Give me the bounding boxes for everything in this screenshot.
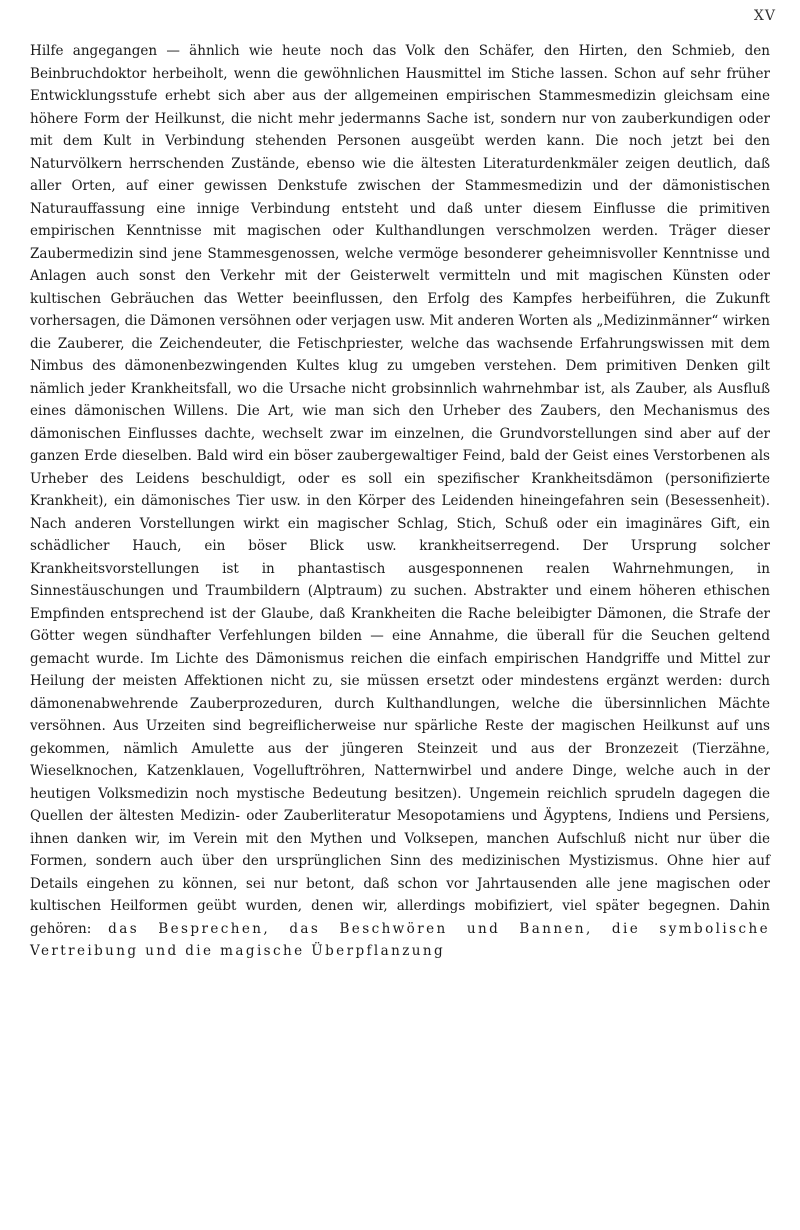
paragraph: [30, 40, 770, 963]
spaced-emphasis-text: das Besprechen, das Beschwören und Bannen, die symbolische Vertreibung und die magische Überpflanzung: [30, 920, 770, 959]
body-text: [30, 40, 770, 963]
paragraph-text: Hilfe angegangen — ähnlich wie heute noch das Volk den Schäfer, den Hirten, den Schmieb, den Beinbruchdoktor herbeiholt, wenn die gewöhnlichen Hausmittel im Stiche lassen. Schon auf sehr früher Entwicklungsstufe erhebt sich aber aus der allgemeinen empirischen Stammesmedizin gleichsam eine höhere Form der Heilkunst, die nicht mehr jedermanns Sache ist, sondern nur von zauberkundigen oder mit dem Kult in Verbindung stehenden Personen ausgeübt werden kann. Die noch jetzt bei den Naturvölkern herrschenden Zustände, ebenso wie die ältesten Literaturdenkmäler zeigen deutlich, daß aller Orten, auf einer gewissen Denkstufe zwischen der Stammesmedizin und der dämonistischen Naturauffassung eine innige Verbindung entsteht und daß unter diesem Einflusse die primitiven empirischen Kenntnisse mit magischen oder Kulthandlungen verschmolzen werden. Träger dieser Zaubermedizin sind jene Stammesgenossen, welche vermöge besonderer geheimnisvoller Kenntnisse und Anlagen auch sonst den Verkehr mit der Geisterwelt vermitteln und mit magischen Künsten oder kultischen Gebräuchen das Wetter beeinflussen, den Erfolg des Kampfes herbeiführen, die Zukunft vorhersagen, die Dämonen versöhnen oder verjagen usw. Mit anderen Worten als „Medizinmänner“ wirken die Zauberer, die Zeichendeuter, die Fetischpriester, welche das wachsende Erfahrungswissen mit dem Nimbus des dämonenbezwingenden Kultes klug zu umgeben verstehen. Dem primitiven Denken gilt nämlich jeder Krankheitsfall, wo die Ursache nicht grobsinnlich wahrnehmbar ist, als Zauber, als Ausfluß eines dämonischen Willens. Die Art, wie man sich den Urheber des Zaubers, den Mechanismus des dämonischen Einflusses dachte, wechselt zwar im einzelnen, die Grundvorstellungen sind aber auf der ganzen Erde dieselben. Bald wird ein böser zaubergewaltiger Feind, bald der Geist eines Verstorbenen als Urheber des Leidens beschuldigt, oder es soll ein spezifischer Krankheitsdämon (personifizierte Krankheit), ein dämonisches Tier usw. in den Körper des Leidenden hineingefahren sein (Besessenheit). Nach anderen Vorstellungen wirkt ein magischer Schlag, Stich, Schuß oder ein imaginäres Gift, ein schädlicher Hauch, ein böser Blick usw. krankheitserregend. Der Ursprung solcher Krankheitsvorstellungen ist in phantastisch ausgesponnenen realen Wahrnehmungen, in Sinnestäuschungen und Traumbildern (Alptraum) zu suchen. Abstrakter und einem höheren ethischen Empfinden entsprechend ist der Glaube, daß Krankheiten die Rache beleibigter Dämonen, die Strafe der Götter wegen sündhafter Verfehlungen bilden — eine Annahme, die überall für die Seuchen geltend gemacht wurde. Im Lichte des Dämonismus reichen die einfach empirischen Handgriffe und Mittel zur Heilung der meisten Affektionen nicht zu, sie müssen ersetzt oder mindestens ergänzt werden: durch dämonenabwehrende Zauberprozeduren, durch Kulthandlungen, welche die übersinnlichen Mächte versöhnen. Aus Urzeiten sind begreiflicherweise nur spärliche Reste der magischen Heilkunst auf uns gekommen, nämlich Amulette aus der jüngeren Steinzeit und aus der Bronzezeit (Tierzähne, Wieselknochen, Katzenklauen, Vogelluftröhren, Natternwirbel und andere Dinge, welche auch in der heutigen Volksmedizin noch mystische Bedeutung besitzen). Ungemein reichlich sprudeln dagegen die Quellen der ältesten Medizin- oder Zauberliteratur Mesopotamiens und Ägyptens, Indiens und Persiens, ihnen danken wir, im Verein mit den Mythen und Volksepen, manchen Aufschluß nicht nur über die Formen, sondern auch über den ursprünglichen Sinn des medizinischen Mystizismus. Ohne hier auf Details eingehen zu können, sei nur betont, daß schon vor Jahrtausenden alle jene magischen oder kultischen Heilformen geübt wurden, denen wir, allerdings mobifiziert, viel später begegnen. Dahin gehören:: [30, 43, 770, 937]
page-number: XV: [753, 8, 776, 24]
